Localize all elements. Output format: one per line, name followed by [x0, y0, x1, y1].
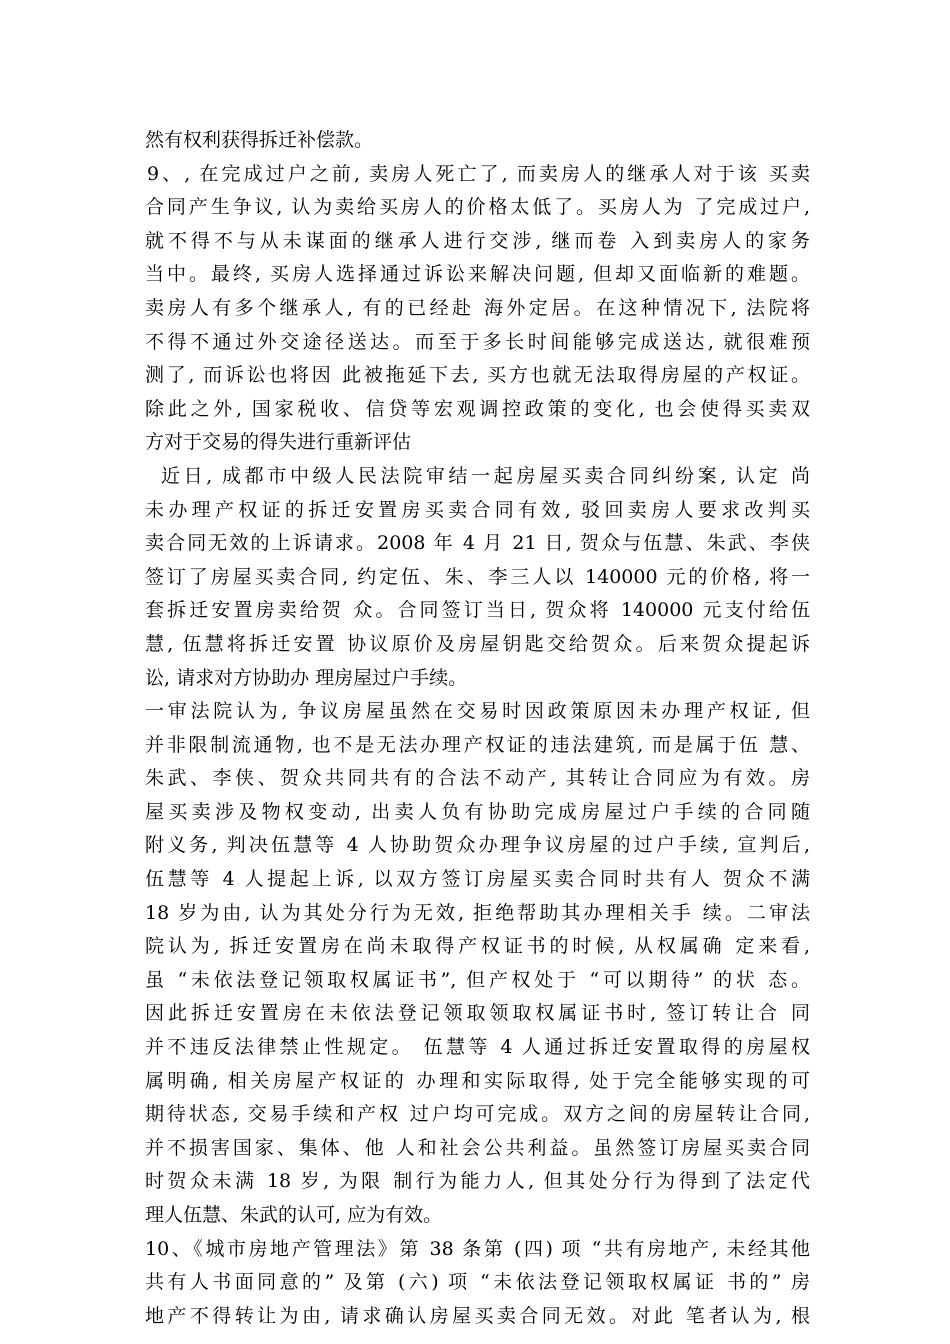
text-line: 不得不通过外交途径送达。而至于多长时间能够完成送达, 就很难预: [145, 330, 810, 353]
text-line: 讼, 请求对方协助办 理房屋过户手续。: [145, 666, 468, 689]
body-text: [145, 124, 810, 1333]
text-line: 慧, 伍慧将拆迁安置 协议原价及房屋钥匙交给贺众。后来贺众提起诉: [145, 632, 810, 655]
text-line: 合同产生争议, 认为卖给买房人的价格太低了。买房人为 了完成过户,: [145, 196, 810, 219]
text-line: 地产不得转让为由, 请求确认房屋买卖合同无效。对此 笔者认为, 根: [145, 1304, 810, 1327]
text-line: 伍慧等 4 人提起上诉, 以双方签订房屋买卖合同时共有人 贺众不满: [145, 868, 810, 891]
text-line: 未办理产权证的拆迁安置房买卖合同有效, 驳回卖房人要求改判买: [145, 498, 810, 521]
text-line: 时贺众未满 18 岁, 为限 制行为能力人, 但其处分行为得到了法定代: [145, 1170, 810, 1193]
text-line: 卖房人有多个继承人, 有的已经赴 海外定居。在这种情况下, 法院将: [145, 296, 810, 319]
text-line: 并非限制流通物, 也不是无法办理产权证的违法建筑, 而是属于伍 慧、: [145, 733, 810, 756]
text-line: 期待状态, 交易手续和产权 过户均可完成。双方之间的房屋转让合同,: [145, 1103, 810, 1126]
text-line: 套拆迁安置房卖给贺 众。合同签订当日, 贺众将 140000 元支付给伍: [145, 599, 810, 622]
text-line: 当中。最终, 买房人选择通过诉讼来解决问题, 但却又面临新的难题。: [145, 263, 810, 286]
text-line: 附义务, 判决伍慧等 4 人协助贺众办理争议房屋的过户手续, 宣判后,: [145, 834, 810, 857]
text-line: 朱武、李侠、贺众共同共有的合法不动产, 其转让合同应为有效。房: [145, 767, 810, 790]
text-line: 理人伍慧、朱武的认可, 应为有效。: [145, 1204, 443, 1226]
text-line: 屋买卖涉及物权变动, 出卖人负有协助完成房屋过户手续的合同随: [145, 800, 810, 823]
text-line: 院认为, 拆迁安置房在尚未取得产权证书的时候, 从权属确 定来看,: [145, 935, 810, 958]
text-line: 然有权利获得拆迁补偿款。: [145, 129, 374, 151]
text-line: 卖合同无效的上诉请求。2008 年 4 月 21 日, 贺众与伍慧、朱武、李侠: [145, 532, 810, 555]
text-line: 并不损害国家、集体、他 人和社会公共利益。虽然签订房屋买卖合同: [145, 1136, 810, 1159]
text-line: 共有人书面同意的” 及第 (六) 项 “未依法登记领取权属证 书的” 房: [145, 1271, 810, 1294]
text-line: 签订了房屋买卖合同, 约定伍、朱、李三人以 140000 元的价格, 将一: [145, 565, 810, 588]
text-line: 虽 “未依法登记领取权属证书”, 但产权处于 “可以期待” 的状 态。: [145, 968, 810, 991]
text-line: 就不得不与从未谋面的继承人进行交涉, 继而卷 入到卖房人的家务: [145, 229, 810, 252]
text-line: 10、《城市房地产管理法》第 38 条第 (四) 项 “共有房地产, 未经其他: [145, 1237, 810, 1260]
text-line: 属明确, 相关房屋产权证的 办理和实际取得, 处于完全能够实现的可: [145, 1069, 810, 1092]
text-line: 18 岁为由, 认为其处分行为无效, 拒绝帮助其办理相关手 续。二审法: [145, 901, 810, 924]
text-line: 方对于交易的得失进行重新评估: [145, 431, 412, 454]
text-line: 近日, 成都市中级人民法院审结一起房屋买卖合同纠纷案, 认定 尚: [161, 464, 810, 487]
text-line: 一审法院认为, 争议房屋虽然在交易时因政策原因未办理产权证, 但: [145, 700, 810, 723]
text-line: 除此之外, 国家税收、信贷等宏观调控政策的变化, 也会使得买卖双: [145, 397, 810, 420]
text-line: 测了, 而诉讼也将因 此被拖延下去, 买方也就无法取得房屋的产权证。: [145, 364, 810, 387]
text-line: 9、, 在完成过户之前, 卖房人死亡了, 而卖房人的继承人对于该 买卖: [147, 162, 810, 185]
text-line: 并不违反法律禁止性规定。 伍慧等 4 人通过拆迁安置取得的房屋权: [145, 1036, 810, 1059]
text-line: 因此拆迁安置房在未依法登记领取领取权属证书时, 签订转让合 同: [145, 1002, 810, 1025]
